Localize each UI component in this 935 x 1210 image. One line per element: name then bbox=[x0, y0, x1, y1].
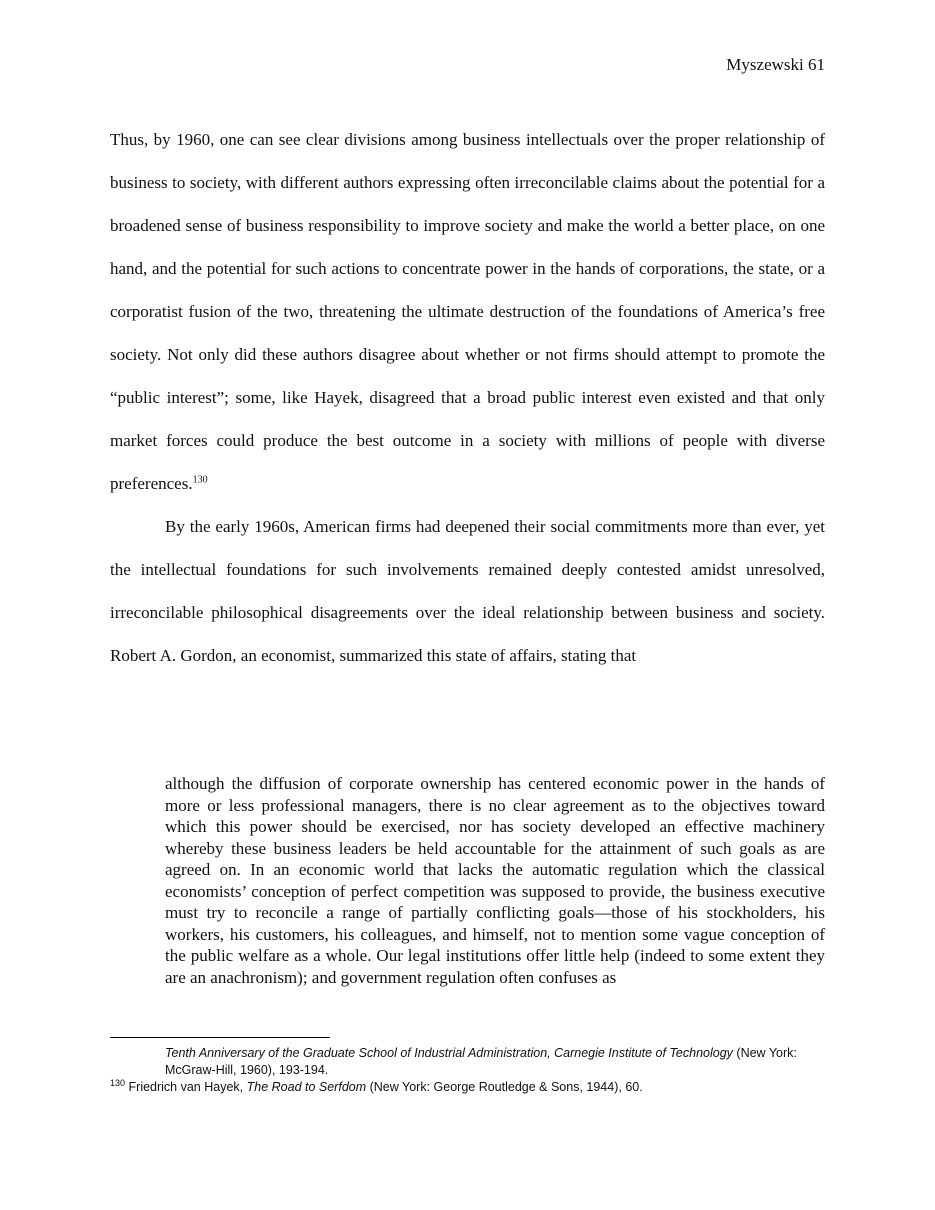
footnotes bbox=[110, 1045, 825, 1096]
running-head: Myszewski 61 bbox=[726, 55, 825, 74]
footnote-title: The Road to Serfdom bbox=[246, 1080, 367, 1094]
footnote-author: Friedrich van Hayek, bbox=[128, 1080, 247, 1094]
block-quote: although the diffusion of corporate ownership has centered economic power in the hands of more or less professional managers, there is no clear agreement as to the objectives toward which this power should be exercised, nor has society developed an effective machinery whereby these business leaders be held accountable for the attainment of such goals as are agreed on. In an economic world that lacks the automatic regulation which the classical economists’ conception of perfect competition was supposed to provide, the business executive must try to reconcile a range of partially conflicting goals—those of his stockholders, his workers, his customers, his colleagues, and himself, not to mention some vague conception of the public welfare as a whole. Our legal institutions offer little help (indeed to some extent they are an anachronism); and government regulation often confuses as bbox=[165, 774, 825, 987]
footnote-rest: (New York: George Routledge & Sons, 1944), 60. bbox=[366, 1080, 643, 1094]
footnote-number: 130 bbox=[110, 1077, 126, 1088]
footnote-continuation bbox=[110, 1045, 825, 1079]
footnote-130 bbox=[110, 1079, 825, 1096]
paragraph-1 bbox=[110, 118, 825, 505]
paragraph-2: By the early 1960s, American firms had deepened their social commitments more than ever, yet the intellectual foundations for such involvements remained deeply contested amidst unresolved, irreconcilable philosophical disagreements over the ideal relationship between business and society. Robert A. Gordon, an economist, summarized this state of affairs, stating that bbox=[110, 517, 825, 665]
footnote-divider bbox=[110, 1037, 330, 1038]
paragraph-1-text: Thus, by 1960, one can see clear divisions among business intellectuals over the proper relationship of business to society, with different authors expressing often irreconcilable claims about the potential for a broadened sense of business responsibility to improve society and make the world a better place, on one hand, and the potential for such actions to concentrate power in the hands of corporations, the state, or a corporatist fusion of the two, threatening the ultimate destruction of the foundations of America’s free society. Not only did these authors disagree about whether or not firms should attempt to promote the “public interest”; some, like Hayek, disagreed that a broad public interest even existed and that only market forces could produce the best outcome in a society with millions of people with diverse preferences. bbox=[110, 130, 825, 493]
main-text bbox=[110, 118, 825, 677]
footnote-ref-130[interactable]: 130 bbox=[192, 474, 208, 486]
footnote-continuation-rest: (New York: McGraw-Hill, 1960), 193-194. bbox=[165, 1046, 797, 1077]
footnote-continuation-title: Tenth Anniversary of the Graduate School of Industrial Administration, Carnegie Institute of Technology bbox=[165, 1046, 733, 1060]
